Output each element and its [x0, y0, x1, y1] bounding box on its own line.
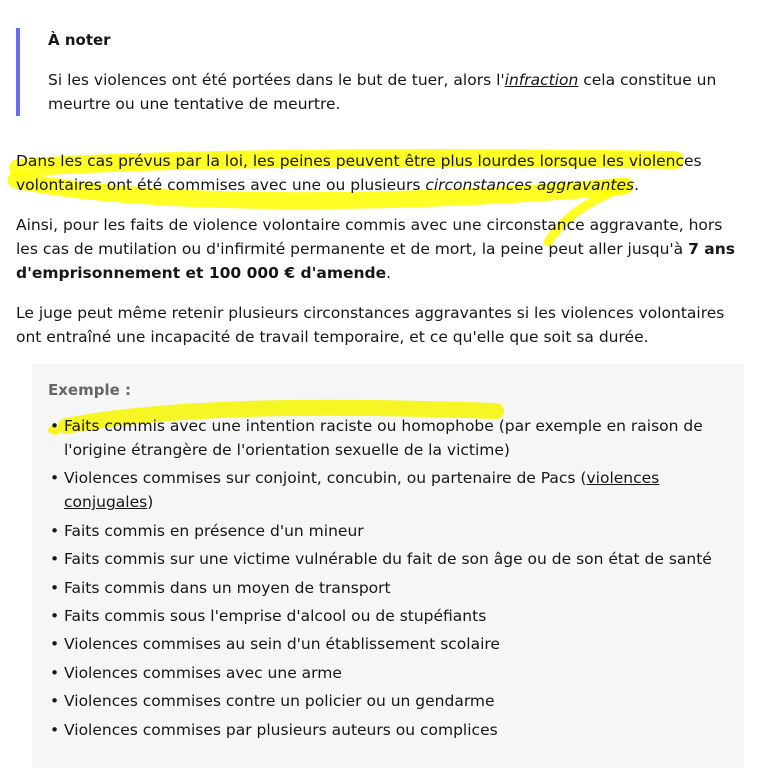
list-item — [50, 466, 730, 514]
paragraph-aggravating-text: Dans les cas prévus par la loi, les peines peuvent être plus lourdes lorsque les violences volontaires ont été commises avec une ou plusieurs — [16, 152, 702, 194]
violences-conjugales-link[interactable]: violences conjugales — [64, 469, 660, 512]
list-item: • Violences commises par plusieurs auteurs ou complices — [50, 718, 730, 742]
list-item: • Violences commises contre un policier ou un gendarme — [50, 689, 730, 713]
list-item: • Violences commises au sein d'un établissement scolaire — [50, 632, 730, 656]
note-title: À noter — [48, 31, 111, 49]
example-box — [32, 364, 744, 768]
note-text-end: cela constitue un meurtre ou une tentative de meurtre. — [48, 71, 717, 113]
example-list — [50, 414, 730, 746]
paragraph-penalty-text: Ainsi, pour les faits de violence volontaire commis avec une circonstance aggravante, hors les cas de mutilation ou d'infirmité permanente et de mort, la peine peut aller jusqu'à — [16, 216, 723, 258]
paragraph-penalty — [16, 213, 744, 285]
paragraph-penalty-end: . — [386, 264, 392, 282]
example-title: Exemple : — [48, 381, 131, 399]
list-item-text: Violences commises sur conjoint, concubin, ou partenaire de Pacs ( — [64, 469, 587, 488]
infraction-link[interactable]: infraction — [504, 71, 579, 89]
penalty-amount: 7 ans d'emprisonnement et 100 000 € d'amende — [16, 240, 736, 282]
list-item: • Faits commis sur une victime vulnérable du fait de son âge ou de son état de santé — [50, 547, 730, 571]
list-item: • Violences commises avec une arme — [50, 661, 730, 685]
list-item: • Faits commis sous l'emprise d'alcool ou de stupéfiants — [50, 604, 730, 628]
aggravating-circumstances-term: circonstances aggravantes — [425, 176, 635, 194]
note-text — [48, 68, 728, 116]
note-callout — [16, 28, 740, 116]
paragraph-aggravating-end: . — [634, 176, 640, 194]
paragraph-aggravating — [16, 149, 744, 197]
list-item: • Faits commis avec une intention raciste ou homophobe (par exemple en raison de l'origine étrangère de l'orientation sexuelle de la victime) — [50, 414, 730, 462]
note-text-start: Si les violences ont été portées dans le but de tuer, alors l' — [48, 71, 505, 89]
paragraph-judge: Le juge peut même retenir plusieurs circonstances aggravantes si les violences volontaires ont entraîné une incapacité de travail temporaire, et ce qu'elle que soit sa durée. — [16, 304, 725, 346]
list-item-end: ) — [147, 493, 154, 512]
list-item: • Faits commis dans un moyen de transport — [50, 576, 730, 600]
list-item: • Faits commis en présence d'un mineur — [50, 519, 730, 543]
